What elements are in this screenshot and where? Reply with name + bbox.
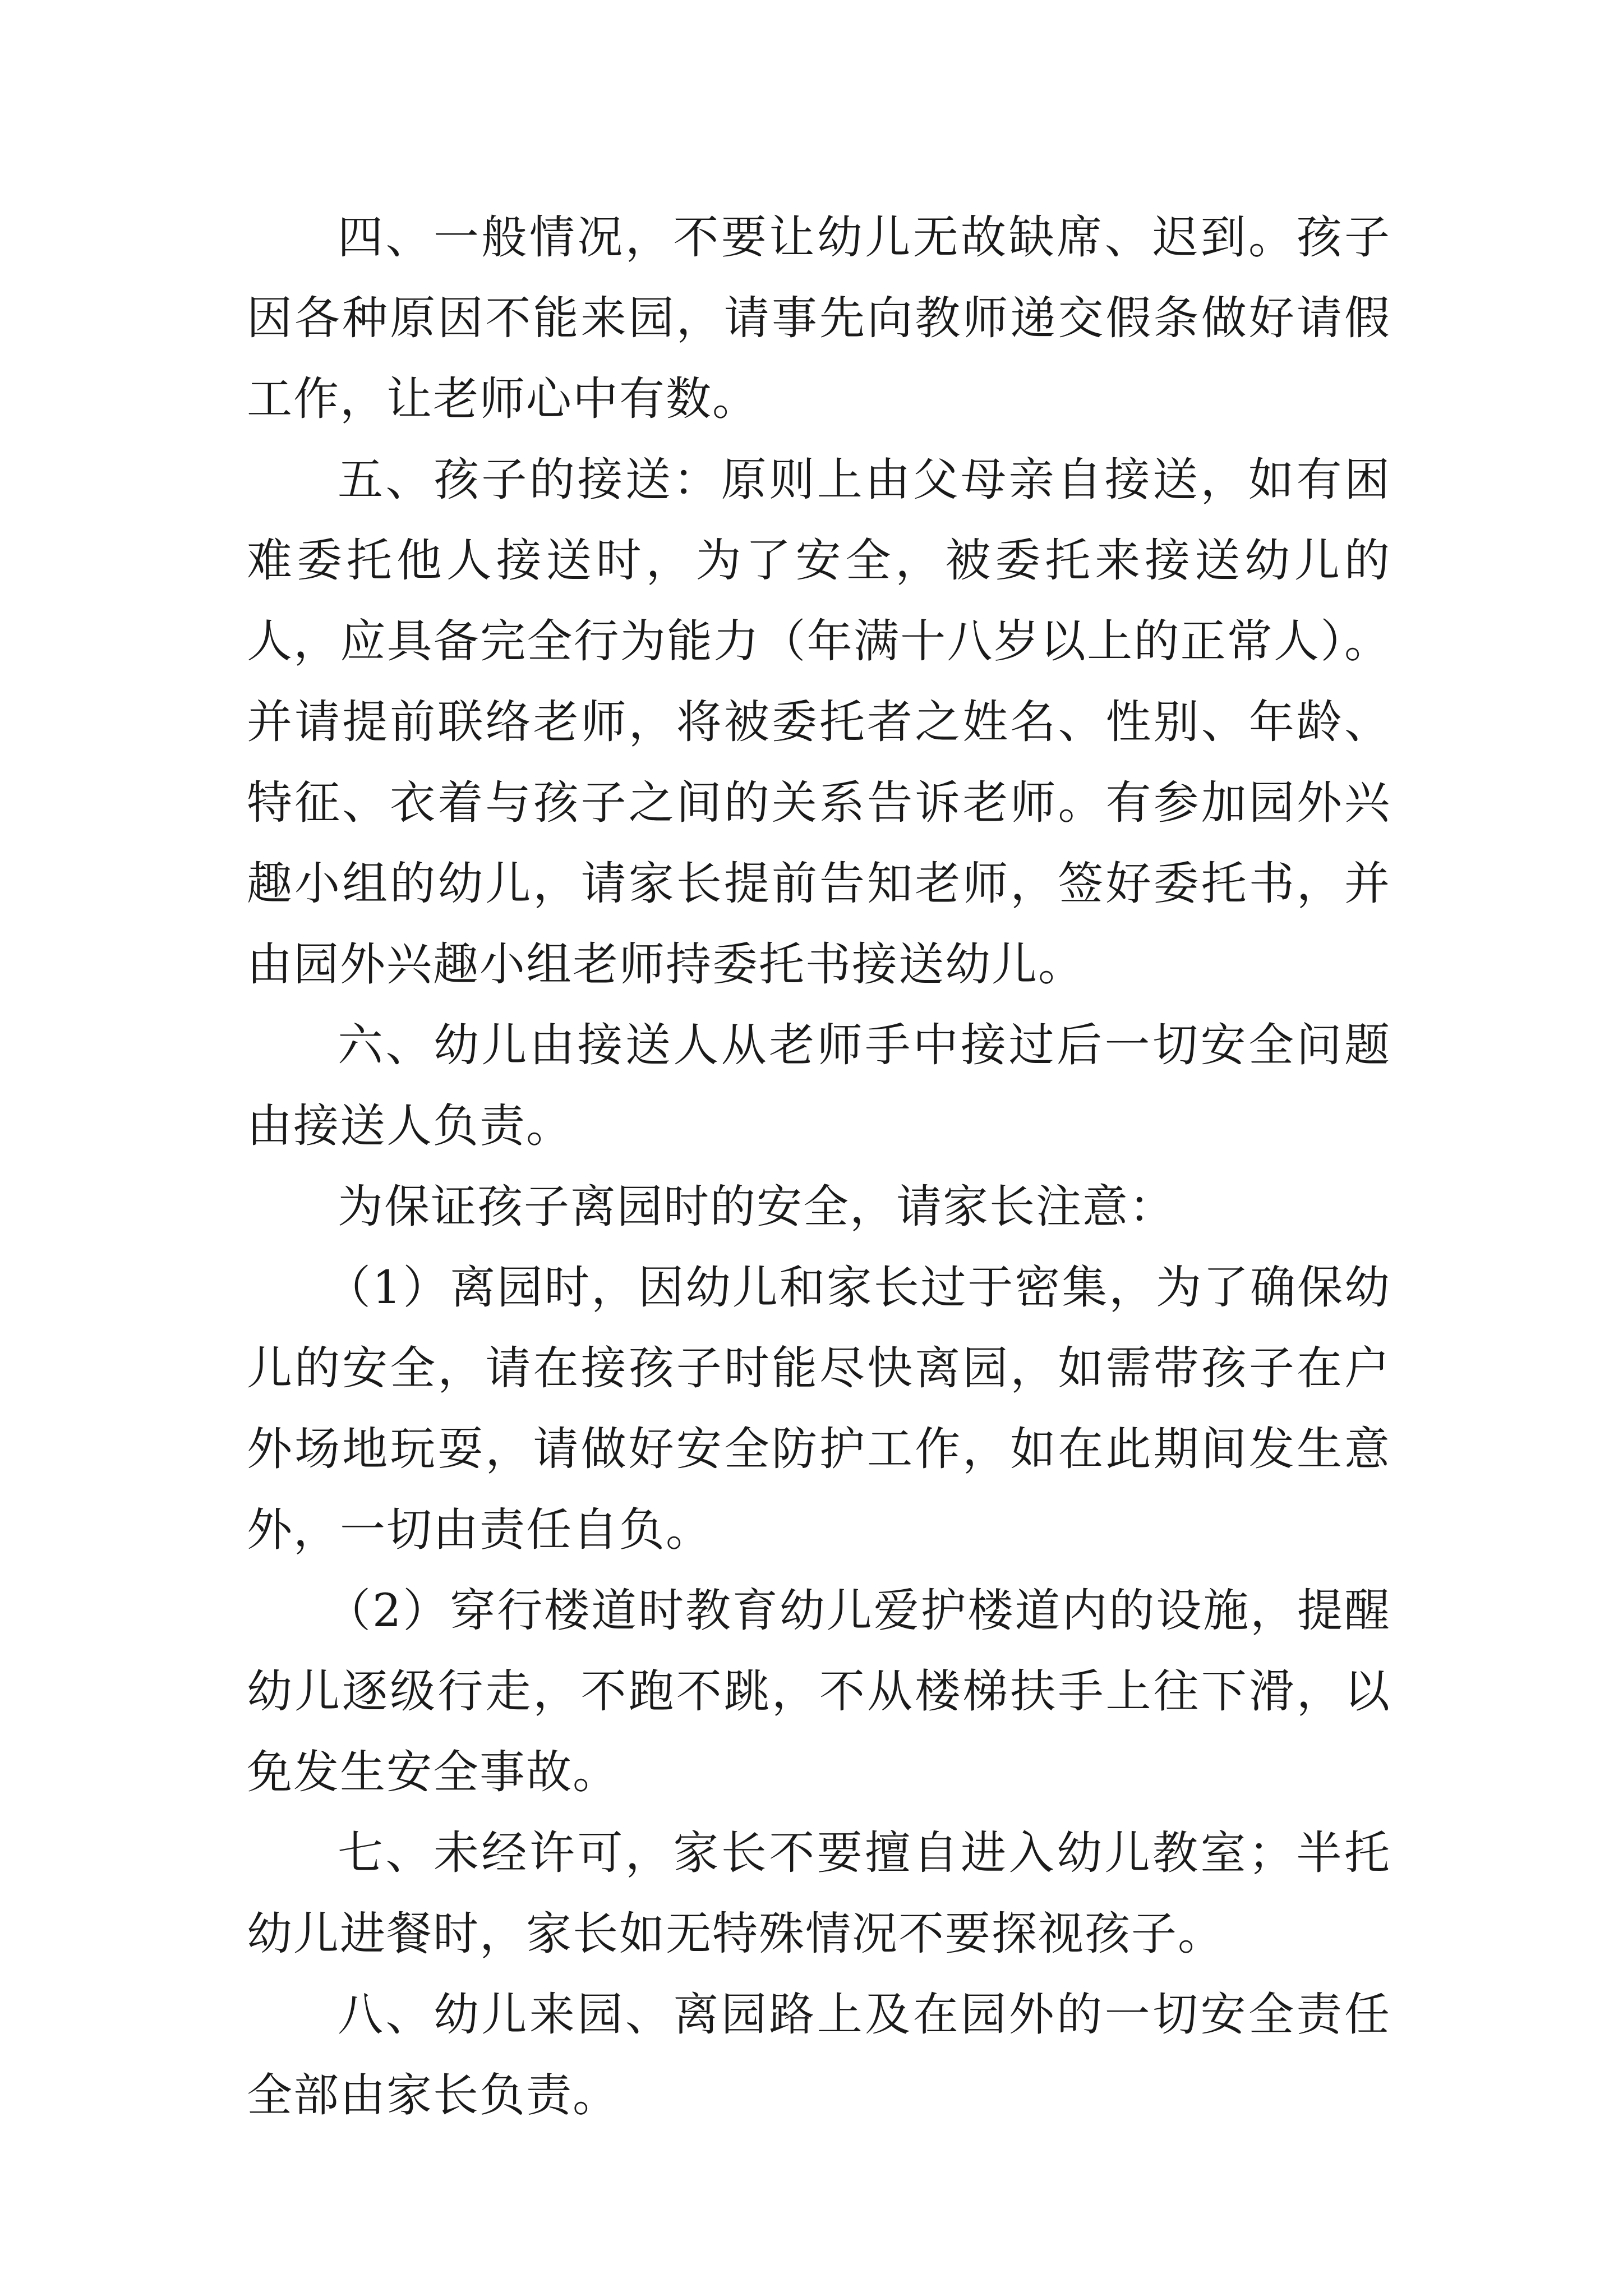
paragraph-sub-2: （2）穿行楼道时教育幼儿爱护楼道内的设施，提醒幼儿逐级行走，不跑不跳，不从楼梯扶手上往下滑，以免发生安全事故。 [247,1585,1391,1799]
paragraph-item-6: 六、幼儿由接送人从老师手中接过后一切安全问题由接送人负责。 [247,1019,1391,1153]
paragraph-item-5: 五、孩子的接送：原则上由父母亲自接送，如有困难委托他人接送时，为了安全，被委托来接送幼儿的人，应具备完全行为能力（年满十八岁以上的正常人）。并请提前联络老师，将被委托者之姓名、性别、年龄、特征、衣着与孩子之间的关系告诉老师。有参加园外兴趣小组的幼儿，请家长提前告知老师，签好委托书，并由园外兴趣小组老师持委托书接送幼儿。 [247,454,1391,991]
paragraph-leaving-note: 为保证孩子离园时的安全，请家长注意： [338,1181,1176,1234]
paragraph-item-7: 七、未经许可，家长不要擅自进入幼儿教室；半托幼儿进餐时，家长如无特殊情况不要探视孩子。 [247,1827,1391,1961]
paragraph-item-4: 四、一般情况，不要让幼儿无故缺席、迟到。孩子因各种原因不能来园，请事先向教师递交假条做好请假工作，让老师心中有数。 [247,211,1391,426]
paragraph-sub-1: （1）离园时，因幼儿和家长过于密集，为了确保幼儿的安全，请在接孩子时能尽快离园，如需带孩子在户外场地玩耍，请做好安全防护工作，如在此期间发生意外，一切由责任自负。 [247,1262,1391,1557]
paragraph-item-8: 八、幼儿来园、离园路上及在园外的一切安全责任全部由家长负责。 [247,1989,1391,2122]
document-page [247,197,1391,2136]
